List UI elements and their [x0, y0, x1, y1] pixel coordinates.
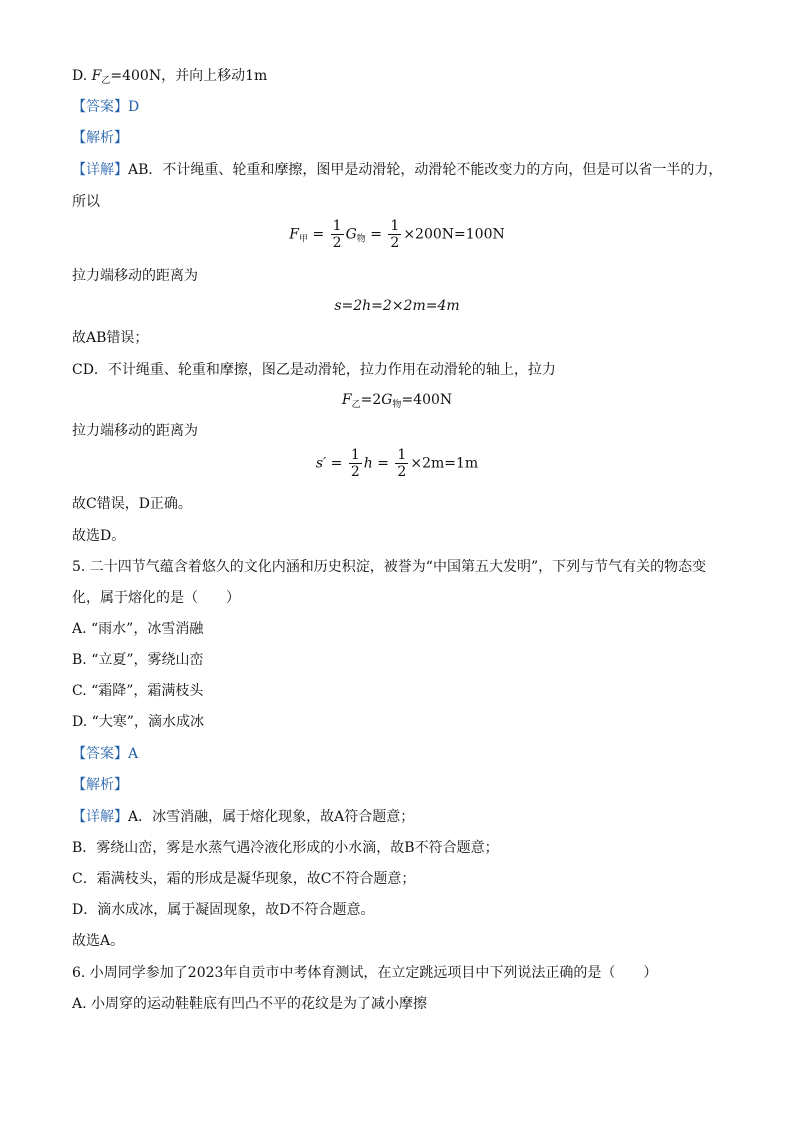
- fraction: $\frac{1}{2}$: [332, 218, 342, 251]
- answer-label-2: 【答案】A: [72, 746, 139, 762]
- option-c: C. “霜降”，霜满枝头: [72, 683, 204, 699]
- fraction: $\frac{1}{2}$: [397, 447, 407, 480]
- explain-d: D．滴水成冰，属于凝固现象，故D不符合题意。: [72, 902, 375, 918]
- equation-s-prime: s′ = $\frac{1}{2}$ h = $\frac{1}{2}$ ×2m=1m: [315, 447, 479, 480]
- analysis-label-2: 【解析】: [72, 777, 128, 793]
- fraction: $\frac{1}{2}$: [390, 218, 400, 251]
- option-d: D. “大寒”，滴水成冰: [72, 714, 204, 730]
- fraction: $\frac{1}{2}$: [350, 447, 360, 480]
- equation-f-jia: $F_甲$ = $\frac{1}{2}$ $G_物$ = $\frac{1}{2}$ ×200N=100N: [289, 218, 505, 251]
- explain-b: B．雾绕山峦，雾是水蒸气遇冷液化形成的小水滴，故B不符合题意；: [72, 840, 499, 856]
- analysis-label: 【解析】: [72, 130, 128, 146]
- option-d-line: D. $F_乙=400N$，并向上移动1m: [72, 68, 268, 86]
- question-6-option-a: A. 小周穿的运动鞋鞋底有凹凸不平的花纹是为了减小摩擦: [72, 996, 428, 1012]
- ab-wrong: 故AB错误；: [72, 330, 149, 346]
- question-5-line-2: 化，属于熔化的是（ ）: [72, 590, 240, 606]
- distance-label-1: 拉力端移动的距离为: [72, 268, 198, 284]
- choose-1: 故选D。: [72, 528, 126, 544]
- detail-line-2: 【详解】A．冰雪消融，属于熔化现象，故A符合题意；: [72, 809, 415, 825]
- choose-2: 故选A。: [72, 933, 125, 949]
- so-line: 所以: [72, 194, 100, 210]
- cd-line: CD．不计绳重、轮重和摩擦，图乙是动滑轮，拉力作用在动滑轮的轴上，拉力: [72, 362, 556, 378]
- equation-s: s=2h=2×2m=4m: [334, 298, 460, 314]
- distance-label-2: 拉力端移动的距离为: [72, 423, 198, 439]
- detail-line: 【详解】AB．不计绳重、轮重和摩擦，图甲是动滑轮，动滑轮不能改变力的方向，但是可以省一半的力，: [72, 162, 723, 178]
- option-a: A. “雨水”，冰雪消融: [72, 621, 204, 637]
- conclusion-1: 故C错误，D正确。: [72, 496, 192, 512]
- equation-f-yi: $F_乙=2G_物=400N$: [341, 392, 453, 410]
- answer-label: 【答案】D: [72, 99, 140, 115]
- question-6-line-1: 6. 小周同学参加了2023年自贡市中考体育测试，在立定跳远项目中下列说法正确的是（ ）: [72, 965, 658, 981]
- option-b: B. “立夏”，雾绕山峦: [72, 652, 204, 668]
- question-5-line-1: 5. 二十四节气蕴含着悠久的文化内涵和历史积淀，被誉为“中国第五大发明”，下列与节气有关的物态变: [72, 559, 707, 575]
- explain-c: C．霜满枝头，霜的形成是凝华现象，故C不符合题意；: [72, 871, 416, 887]
